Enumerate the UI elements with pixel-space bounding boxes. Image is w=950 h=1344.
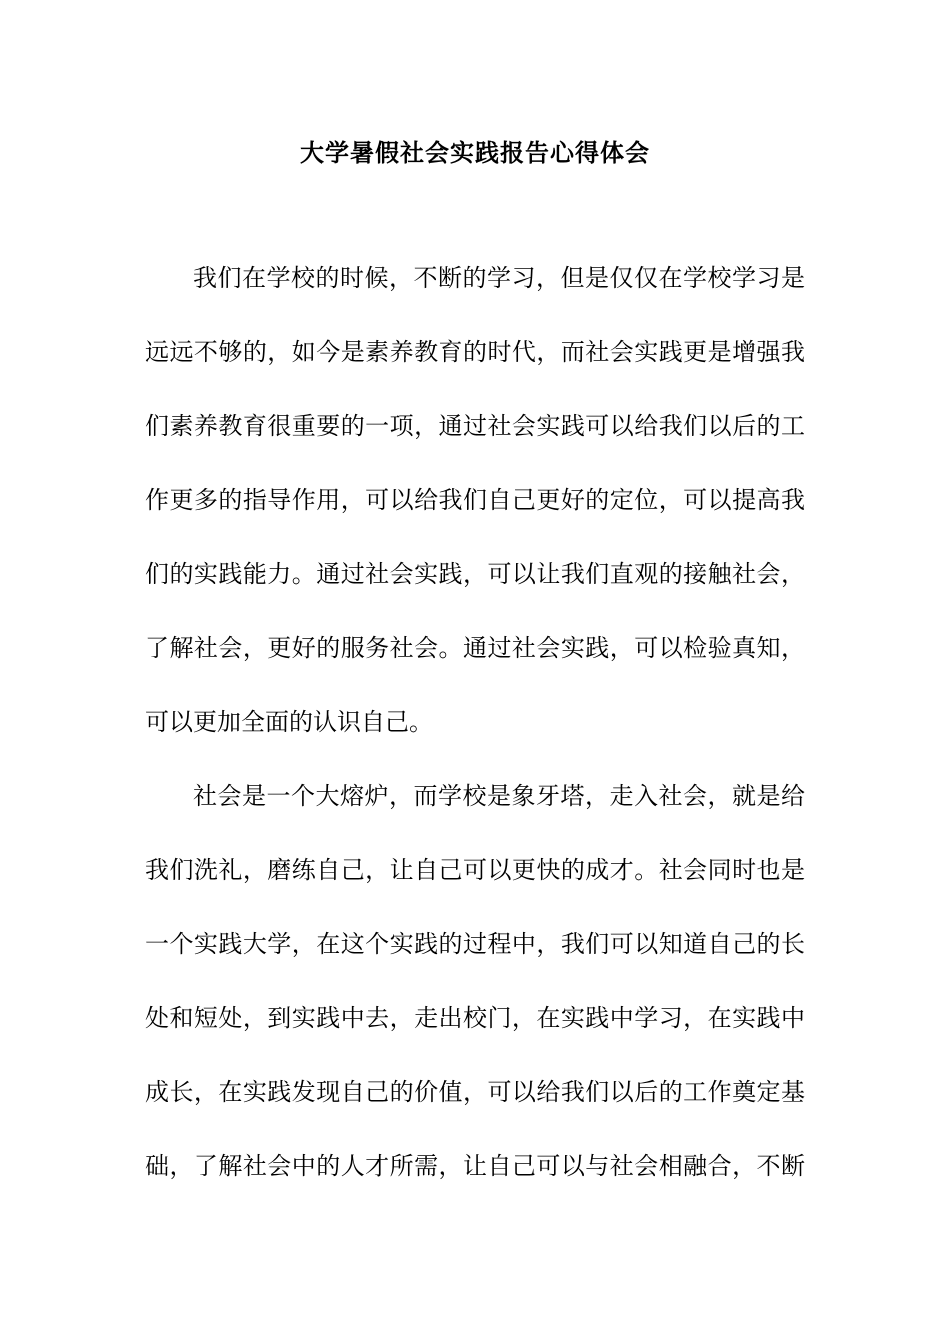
body-text [145,241,805,1203]
paragraph-line: 一个实践大学，在这个实践的过程中，我们可以知道自己的长 [145,930,805,958]
paragraph-line: 远远不够的，如今是素养教育的时代，而社会实践更是增强我 [145,338,805,366]
paragraph-2 [145,759,805,1203]
paragraph-line: 们素养教育很重要的一项，通过社会实践可以给我们以后的工 [145,412,805,440]
paragraph-line: 们的实践能力。通过社会实践，可以让我们直观的接触社会， [145,560,805,588]
paragraph-line: 我们洗礼，磨练自己，让自己可以更快的成才。社会同时也是 [145,856,805,884]
paragraph-line: 我们在学校的时候，不断的学习，但是仅仅在学校学习是 [193,264,805,292]
paragraph-line: 处和短处，到实践中去，走出校门，在实践中学习，在实践中 [145,1004,805,1032]
paragraph-line: 了解社会，更好的服务社会。通过社会实践，可以检验真知， [145,634,805,662]
paragraph-line: 作更多的指导作用，可以给我们自己更好的定位，可以提高我 [145,486,805,514]
paragraph-1 [145,241,805,759]
paragraph-line: 社会是一个大熔炉，而学校是象牙塔，走入社会，就是给 [193,782,805,810]
document-title: 大学暑假社会实践报告心得体会 [300,138,650,167]
paragraph-line: 成长，在实践发现自己的价值，可以给我们以后的工作奠定基 [145,1078,805,1106]
paragraph-line: 础，了解社会中的人才所需，让自己可以与社会相融合，不断 [145,1152,805,1180]
paragraph-line: 可以更加全面的认识自己。 [145,708,433,736]
